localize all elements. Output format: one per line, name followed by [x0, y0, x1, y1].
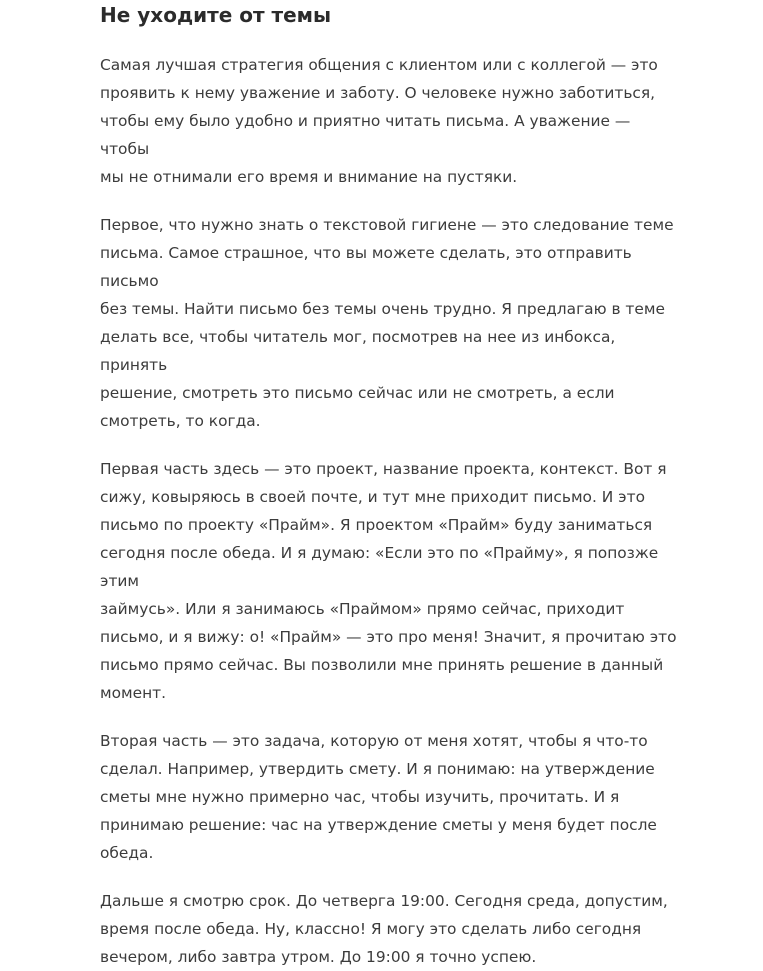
paragraph-2: Первое, что нужно знать о текстовой гигиене — это следование теме письма. Самое страшное, что вы можете сделать, это отправить письмо без темы. Найти письмо без темы очень трудно. Я предлагаю в теме делать все, чтобы читатель мог, посмотрев на нее из инбокса, принять решение, смотреть это письмо сейчас или не смотреть, а если смотреть, то когда.	[100, 216, 674, 430]
article-heading: Не уходите от темы	[100, 3, 332, 27]
paragraph-4: Вторая часть — это задача, которую от меня хотят, чтобы я что-то сделал. Например, утвердить смету. И я понимаю: на утверждение сметы мне нужно примерно час, чтобы изучить, прочитать. И я принимаю решение: час на утверждение сметы у меня будет после обеда.	[100, 732, 657, 862]
article	[100, 0, 680, 971]
paragraph-1: Самая лучшая стратегия общения с клиентом или с коллегой — это проявить к нему уважение и заботу. О человеке нужно заботиться, чтобы ему было удобно и приятно читать письма. А уважение — чтобы мы не отнимали его время и внимание на пустяки.	[100, 56, 658, 186]
paragraph-5: Дальше я смотрю срок. До четверга 19:00. Сегодня среда, допустим, время после обеда. Ну, классно! Я могу это сделать либо сегодня вечером, либо завтра утром. До 19:00 я точно успею.	[100, 892, 668, 966]
paragraph-3: Первая часть здесь — это проект, название проекта, контекст. Вот я сижу, ковыряюсь в своей почте, и тут мне приходит письмо. И это письмо по проекту «Прайм». Я проектом «Прайм» буду заниматься сегодня после обеда. И я думаю: «Если это по «Прайму», я попозже этим займусь». Или я занимаюсь «Праймом» прямо сейчас, приходит письмо, и я вижу: о! «Прайм» — это про меня! Значит, я прочитаю это письмо прямо сейчас. Вы позволили мне принять решение в данный момент.	[100, 460, 677, 702]
